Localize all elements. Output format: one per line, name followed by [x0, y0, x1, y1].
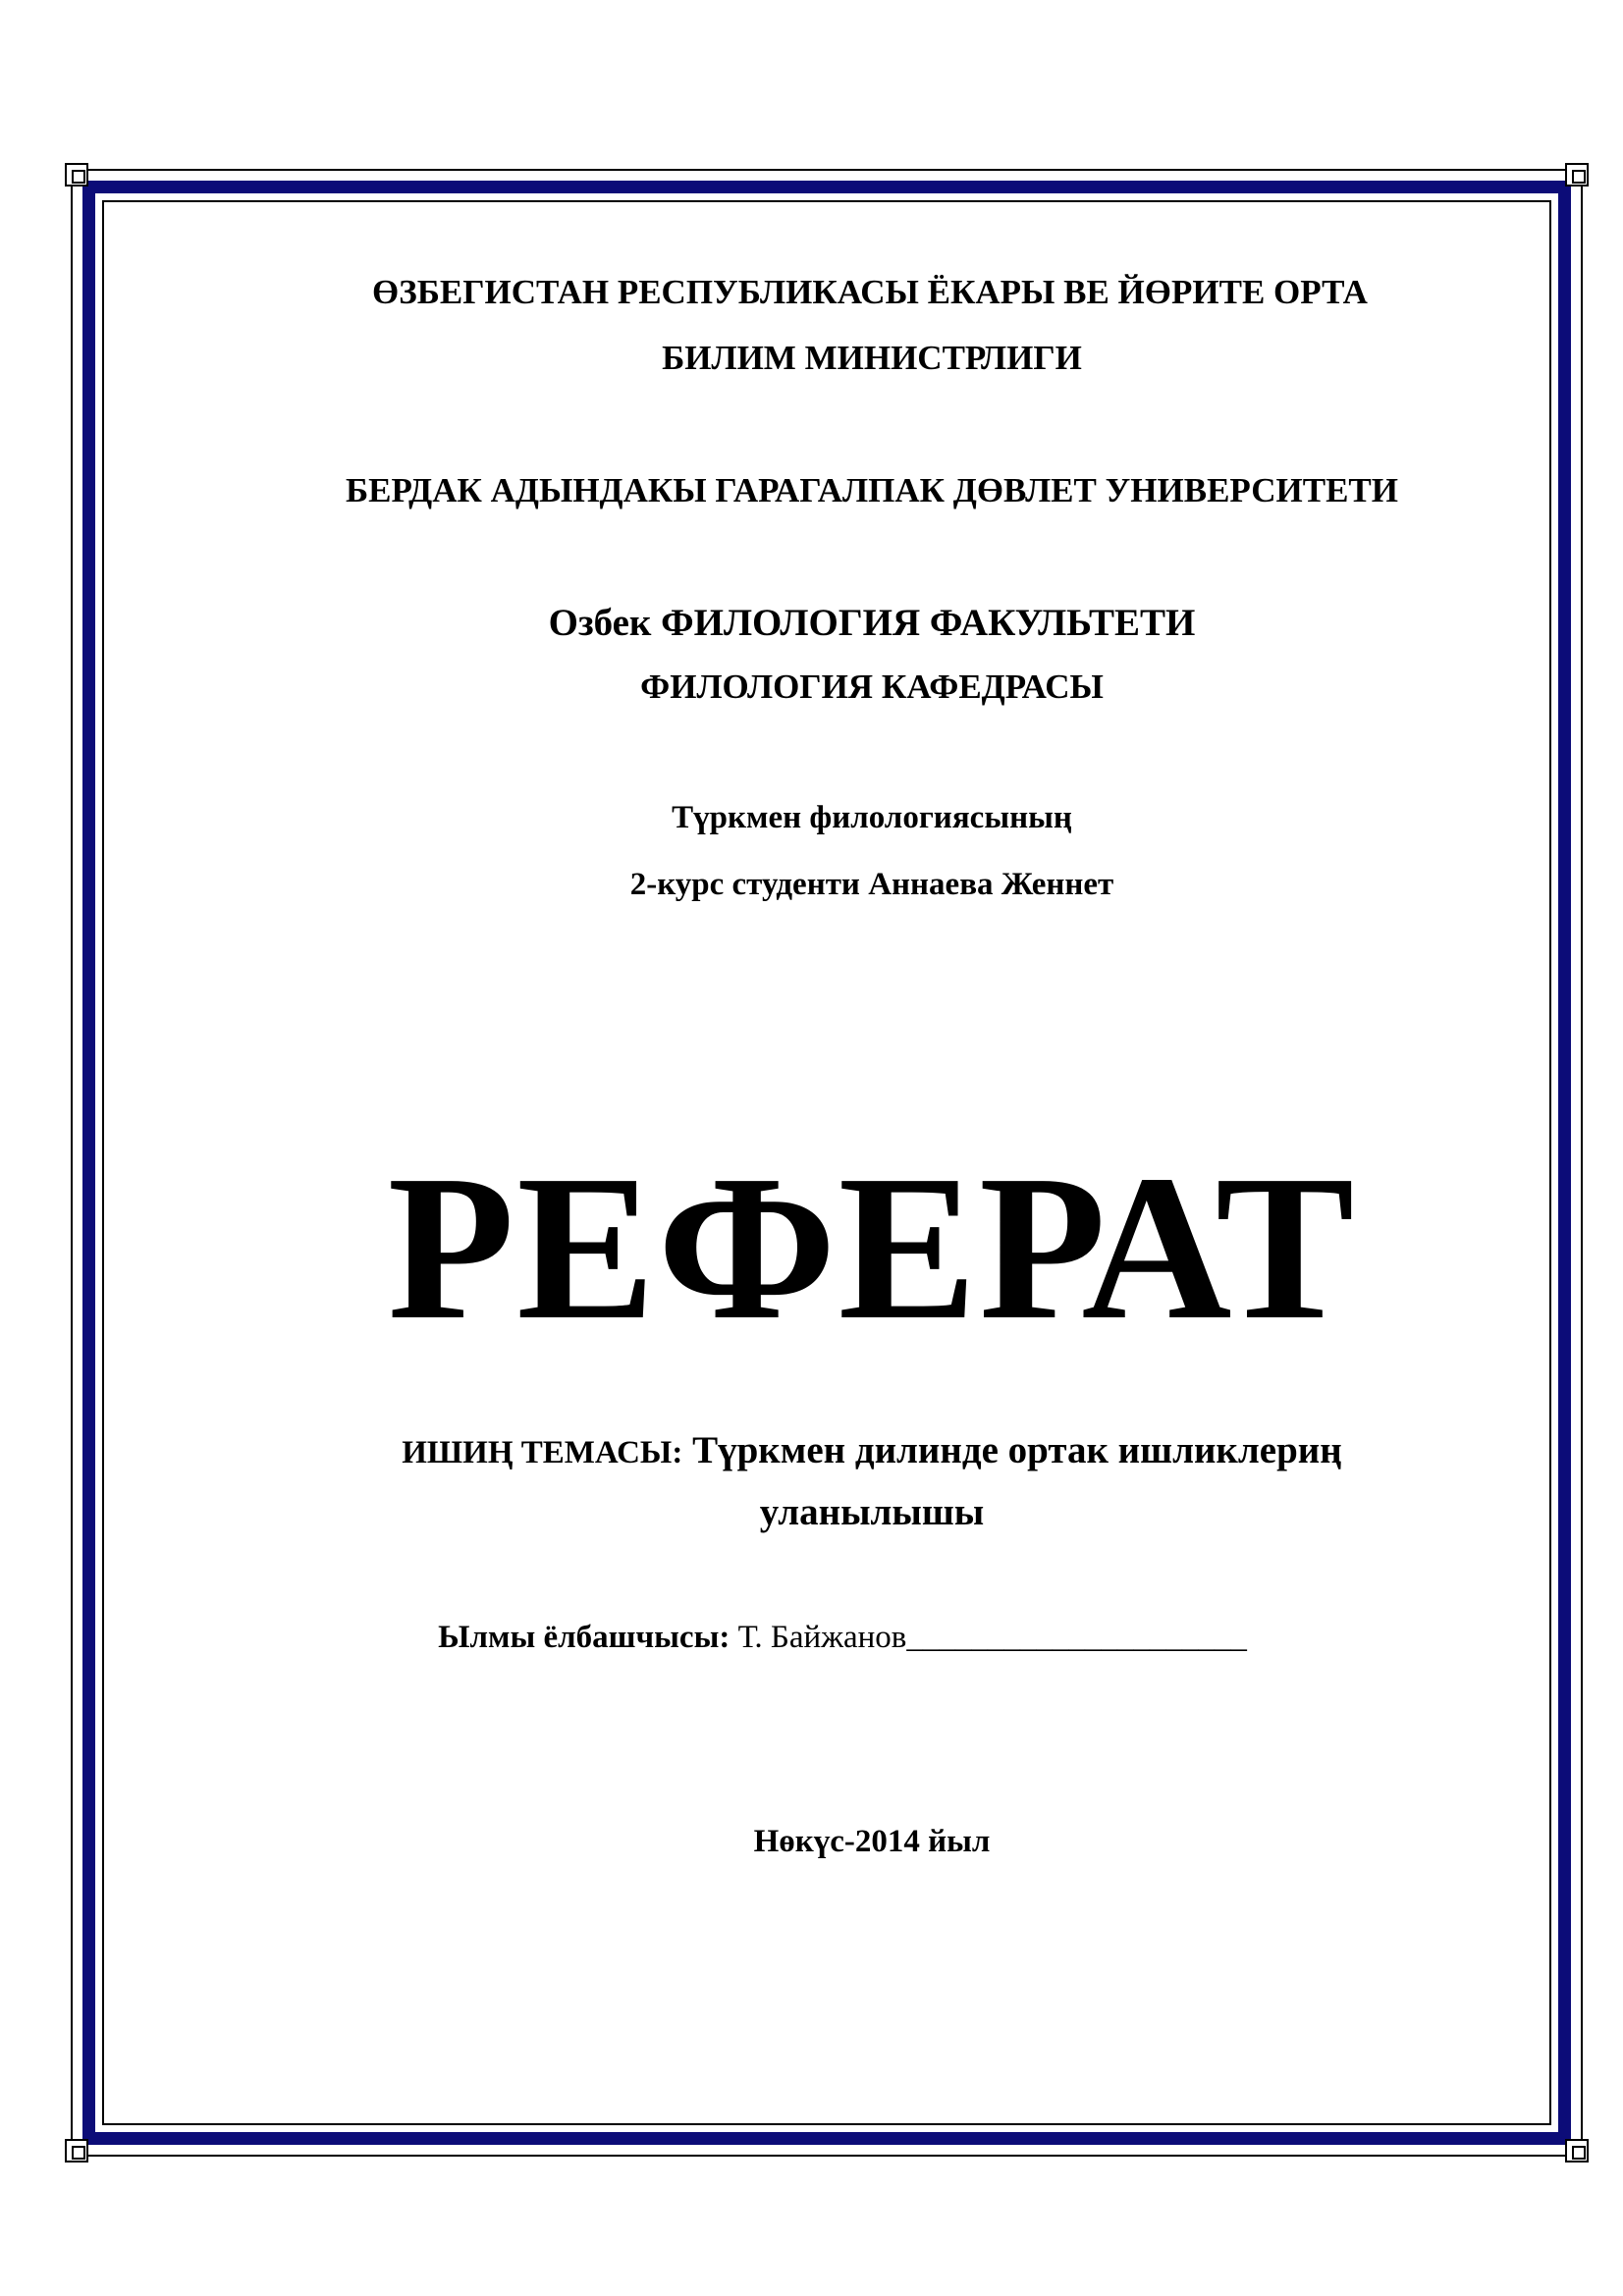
ministry-line-1: ӨЗБЕГИСТАН РЕСПУБЛИКАСЫ ЁКАРЫ ВЕ ЙӨРИТЕ ОРТА — [372, 273, 1368, 311]
supervisor-name: Т. Байжанов — [737, 1620, 907, 1655]
supervisor-label: Ылмы ёлбашчысы: — [438, 1620, 730, 1655]
department-name: ФИЛОЛОГИЯ КАФЕДРАСЫ — [640, 667, 1104, 706]
ministry-line-2: БИЛИМ МИНИСТРЛИГИ — [662, 339, 1082, 377]
border-corner-ornament — [1565, 163, 1589, 187]
place-and-year: Нөкүс-2014 йыл — [753, 1824, 991, 1859]
border-corner-ornament — [65, 163, 88, 187]
border-corner-ornament — [1565, 2139, 1589, 2163]
theme-line-2: уланылышы — [759, 1491, 985, 1533]
theme-text: Түркмен дилинде ортак ишликлериң — [692, 1429, 1342, 1471]
document-title: РЕФЕРАТ — [387, 1132, 1357, 1362]
student-name: 2-курс студенти Аннаева Женнет — [629, 867, 1114, 902]
theme-line-1 — [147, 1428, 1596, 1472]
signature-line: _____________________ — [906, 1620, 1247, 1655]
supervisor-line — [118, 1620, 1567, 1656]
theme-label: ИШИҢ ТЕМАСЫ: — [402, 1435, 683, 1470]
border-corner-ornament — [65, 2139, 88, 2163]
faculty-name: Озбек ФИЛОЛОГИЯ ФАКУЛЬТЕТИ — [548, 602, 1196, 644]
student-specialty: Түркмен филологиясының — [672, 800, 1072, 835]
university-name: БЕРДАК АДЫНДАКЫ ГАРАГАЛПАК ДӨВЛЕТ УНИВЕРСИТЕТИ — [346, 471, 1398, 509]
